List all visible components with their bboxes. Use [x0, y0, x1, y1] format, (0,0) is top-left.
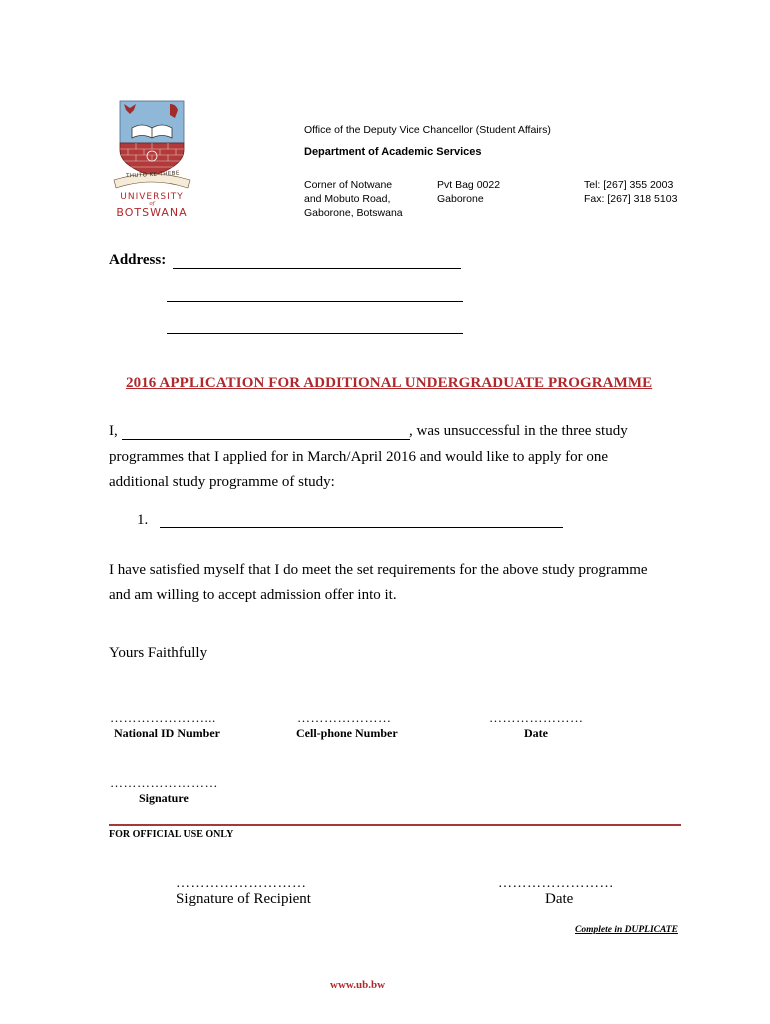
logo-motto: THUTO KE THEBE — [126, 170, 180, 180]
address-line: Corner of Notwane — [304, 179, 393, 191]
date-label: Date — [524, 726, 548, 740]
logo-name-line2: BOTSWANA — [116, 206, 188, 219]
university-logo — [108, 98, 196, 220]
closing: Yours Faithfully — [109, 645, 208, 661]
official-use-divider — [109, 824, 681, 826]
paragraph2-line2: and am willing to accept admission offer into it. — [109, 587, 397, 603]
telephone: Tel: [267] 355 2003 — [584, 179, 674, 191]
address-line: Gaborone — [437, 193, 484, 205]
logo-name-line1: UNIVERSITY — [120, 192, 184, 202]
address-line: Gaborone, Botswana — [304, 207, 403, 219]
programme-choice-line[interactable] — [160, 526, 563, 528]
logo-name-of: of — [149, 201, 155, 207]
cellphone-field[interactable]: ………………… — [297, 710, 392, 725]
department-name: Department of Academic Services — [304, 146, 482, 158]
address-label: Address: — [109, 252, 167, 268]
list-number: 1. — [137, 512, 149, 528]
applicant-prefix: I, — [109, 423, 118, 439]
recipient-signature-label: Signature of Recipient — [176, 891, 311, 907]
recipient-signature-field[interactable]: ……………………… — [176, 876, 307, 891]
paragraph2-line1: I have satisfied myself that I do meet the set requirements for the above study programme — [109, 562, 648, 578]
official-date-field[interactable]: …………………… — [498, 876, 614, 891]
applicant-name-line[interactable] — [122, 438, 410, 440]
address-line-1[interactable] — [173, 267, 461, 269]
official-date-label: Date — [545, 891, 574, 907]
signature-label: Signature — [139, 791, 189, 805]
address-column-2 — [437, 178, 500, 206]
address-line-3[interactable] — [167, 332, 463, 334]
contact-column — [584, 178, 677, 206]
official-use-label: FOR OFFICIAL USE ONLY — [109, 829, 234, 840]
address-line-2[interactable] — [167, 300, 463, 302]
paragraph1-line3: additional study programme of study: — [109, 474, 335, 490]
cellphone-label: Cell-phone Number — [296, 726, 398, 740]
office-name: Office of the Deputy Vice Chancellor (Student Affairs) — [304, 124, 551, 136]
fax: Fax: [267] 318 5103 — [584, 193, 678, 205]
address-column-1 — [304, 178, 403, 220]
complete-in-duplicate-note: Complete in DUPLICATE — [575, 925, 678, 935]
address-line: and Mobuto Road, — [304, 193, 391, 205]
national-id-field[interactable]: …………………... — [110, 710, 216, 725]
address-line: Pvt Bag 0022 — [437, 179, 501, 191]
website-link[interactable]: www.ub.bw — [330, 979, 386, 991]
signature-field[interactable]: …………………… — [110, 775, 218, 790]
form-title: 2016 APPLICATION FOR ADDITIONAL UNDERGRADUATE PROGRAMME — [126, 375, 653, 391]
national-id-label: National ID Number — [114, 726, 221, 740]
date-field[interactable]: ………………… — [489, 710, 584, 725]
paragraph1-line2: programmes that I applied for in March/April 2016 and would like to apply for one — [109, 449, 609, 465]
paragraph1-suffix: , was unsuccessful in the three study — [409, 423, 628, 439]
